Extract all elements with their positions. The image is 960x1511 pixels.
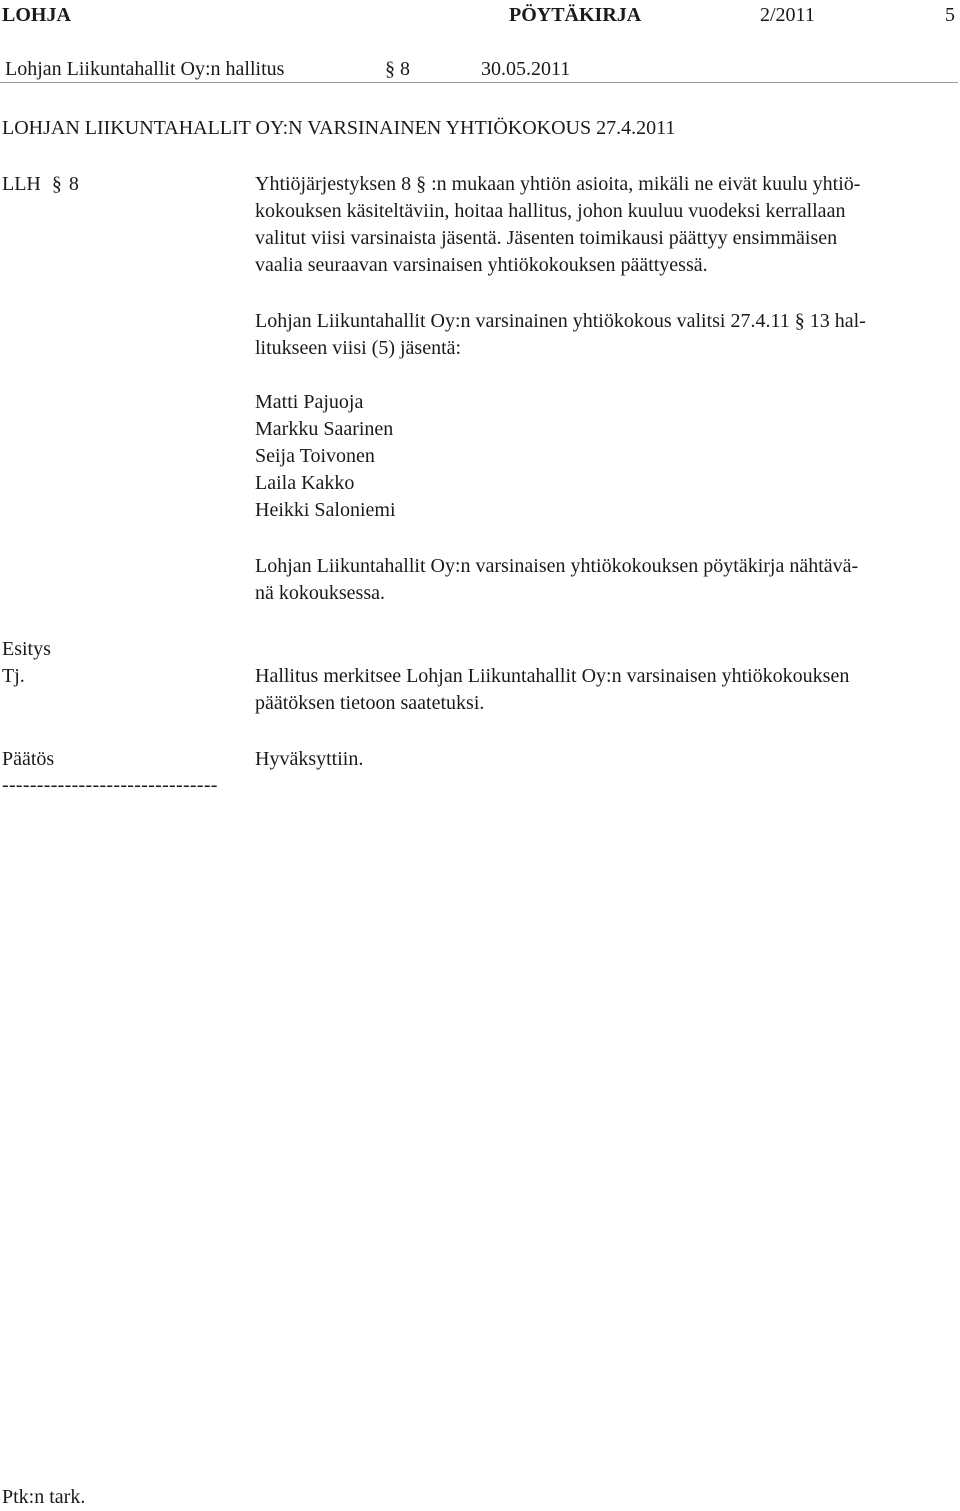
minutes-checker-note: Ptk:n tark. bbox=[2, 1486, 86, 1508]
item-code bbox=[2, 171, 79, 198]
text-line: vaalia seuraavan varsinaisen yhtiökokouksen päättyessä. bbox=[255, 254, 708, 276]
item-number: 8 bbox=[68, 173, 79, 195]
decision-label: Päätös bbox=[2, 748, 55, 770]
meeting-date: 30.05.2011 bbox=[481, 58, 571, 80]
decision-text: Hyväksyttiin. bbox=[255, 748, 364, 770]
header-divider bbox=[0, 82, 958, 83]
page-number: 5 bbox=[945, 4, 955, 26]
document-number: 2/2011 bbox=[760, 4, 815, 26]
proposal-label: Esitys bbox=[2, 638, 51, 660]
text-line: valitut viisi varsinaista jäsentä. Jäsenten toimikausi päättyy ensimmäisen bbox=[255, 227, 838, 249]
paragraph-board-composition bbox=[255, 171, 955, 279]
item-code-label: LLH bbox=[2, 173, 41, 195]
board-member: Matti Pajuoja bbox=[255, 391, 364, 413]
municipality-name: LOHJA bbox=[2, 4, 71, 26]
text-line: litukseen viisi (5) jäsentä: bbox=[255, 337, 462, 359]
proposal-presenter: Tj. bbox=[2, 665, 25, 687]
document-type: PÖYTÄKIRJA bbox=[509, 4, 642, 26]
dashed-separator: ------------------------------- bbox=[2, 774, 218, 796]
section-number: 8 bbox=[400, 58, 410, 80]
agenda-title: LOHJAN LIIKUNTAHALLIT OY:N VARSINAINEN YHTIÖKOKOUS 27.4.2011 bbox=[2, 117, 676, 139]
text-line: Yhtiöjärjestyksen 8 § :n mukaan yhtiön asioita, mikäli ne eivät kuulu yhtiö- bbox=[255, 173, 861, 195]
item-section-sign: § bbox=[51, 173, 62, 195]
board-member-list bbox=[255, 389, 955, 524]
board-member: Heikki Saloniemi bbox=[255, 499, 396, 521]
proposal-text bbox=[255, 663, 955, 717]
text-line: Lohjan Liikuntahallit Oy:n varsinainen yhtiökokous valitsi 27.4.11 § 13 hal- bbox=[255, 310, 866, 332]
paragraph-minutes-available bbox=[255, 553, 955, 607]
text-line: Hallitus merkitsee Lohjan Liikuntahallit Oy:n varsinaisen yhtiökokouksen bbox=[255, 665, 850, 687]
text-line: Lohjan Liikuntahallit Oy:n varsinaisen yhtiökokouksen pöytäkirja nähtävä- bbox=[255, 555, 859, 577]
text-line: nä kokouksessa. bbox=[255, 582, 385, 604]
text-line: päätöksen tietoon saatetuksi. bbox=[255, 692, 485, 714]
board-member: Seija Toivonen bbox=[255, 445, 375, 467]
body-name: Lohjan Liikuntahallit Oy:n hallitus bbox=[5, 58, 285, 80]
paragraph-election bbox=[255, 308, 955, 362]
section-sign: § bbox=[385, 58, 395, 80]
text-line: kokouksen käsiteltäviin, hoitaa hallitus, johon kuuluu vuodeksi kerrallaan bbox=[255, 200, 846, 222]
board-member: Markku Saarinen bbox=[255, 418, 394, 440]
board-member: Laila Kakko bbox=[255, 472, 355, 494]
